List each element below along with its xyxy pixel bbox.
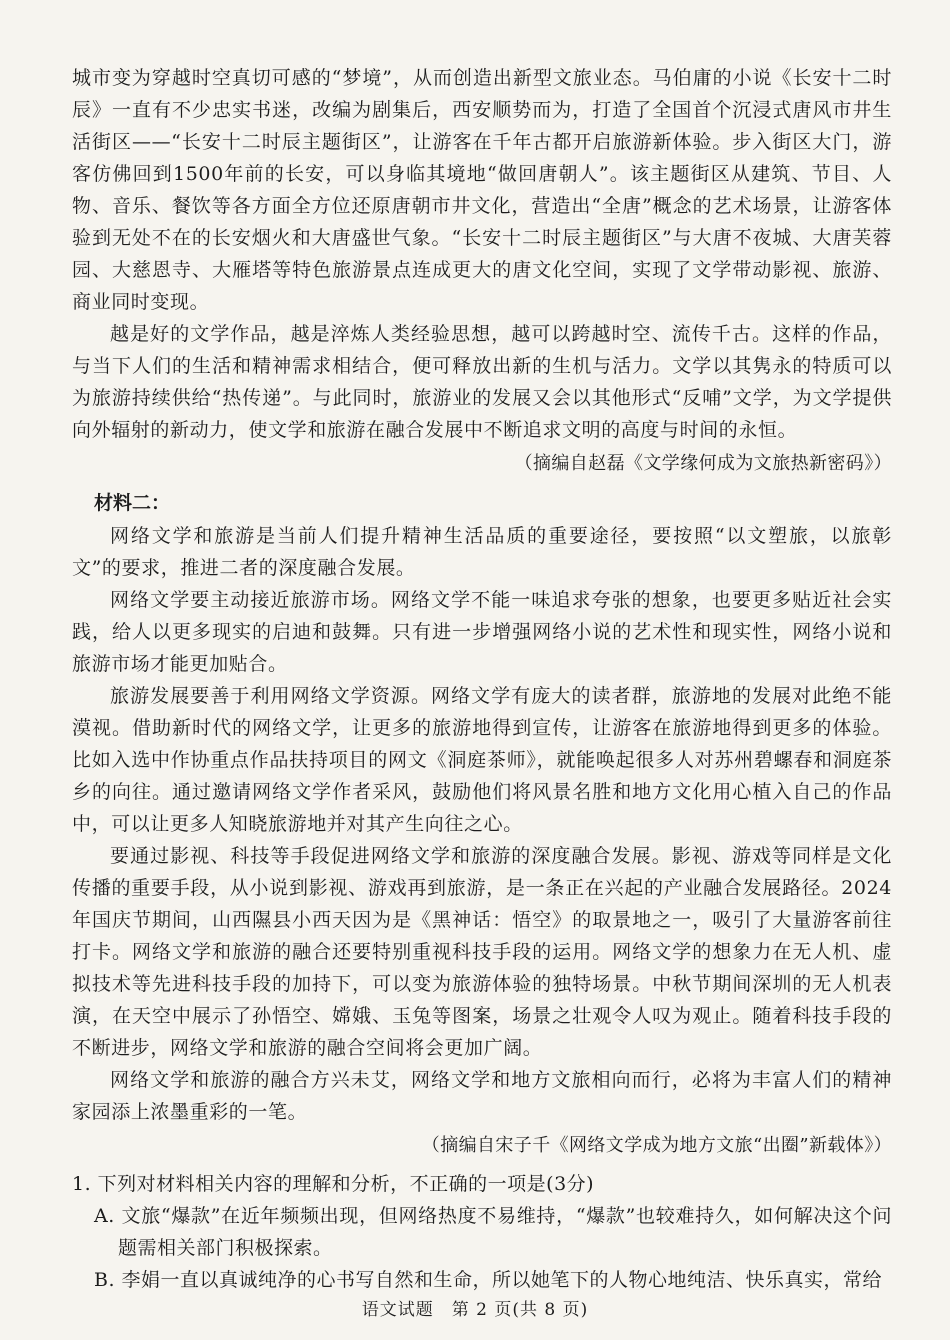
question-1-stem: 1. 下列对材料相关内容的理解和分析，不正确的一项是(3分) bbox=[72, 1173, 595, 1195]
material1-source: （摘编自赵磊《文学缘何成为文旅热新密码》） bbox=[514, 453, 892, 474]
material2-paragraph: 网络文学和旅游的融合方兴未艾，网络文学和地方文旅相向而行，必将为丰富人们的精神家园添上浓墨重彩的一笔。 bbox=[72, 1069, 892, 1123]
page-footer: 语文试题 第 2 页(共 8 页) bbox=[361, 1300, 589, 1320]
material1-paragraph-2: 越是好的文学作品，越是淬炼人类经验思想，越可以跨越时空、流传千古。这样的作品，与当下人们的生活和精神需求相结合，便可释放出新的生机与活力。文学以其隽永的特质可以为旅游持续供给“热传递”。与此同时，旅游业的发展又会以其他形式“反哺”文学，为文学提供向外辐射的新动力，使文学和旅游在融合发展中不断追求文明的高度与时间的永恒。 bbox=[72, 323, 892, 441]
material2-paragraph: 网络文学和旅游是当前人们提升精神生活品质的重要途径，要按照“以文塑旅，以旅彰文”的要求，推进二者的深度融合发展。 bbox=[72, 525, 892, 579]
material2-paragraph: 旅游发展要善于利用网络文学资源。网络文学有庞大的读者群，旅游地的发展对此绝不能漠视。借助新时代的网络文学，让更多的旅游地得到宣传，让游客在旅游地得到更多的体验。比如入选中作协重点作品扶持项目的网文《洞庭茶师》，就能唤起很多人对苏州碧螺春和洞庭茶乡的向往。通过邀请网络文学作者采风，鼓励他们将风景名胜和地方文化用心植入自己的作品中，可以让更多人知晓旅游地并对其产生向往之心。 bbox=[72, 685, 892, 835]
question-1-option-b: B. 李娟一直以真诚纯净的心书写自然和生命，所以她笔下的人物心地纯洁、快乐真实，常给 bbox=[94, 1269, 883, 1291]
material2-paragraph: 网络文学要主动接近旅游市场。网络文学不能一味追求夸张的想象，也要更多贴近社会实践，给人以更多现实的启迪和鼓舞。只有进一步增强网络小说的艺术性和现实性，网络小说和旅游市场才能更加贴合。 bbox=[72, 589, 892, 675]
material2-paragraph: 要通过影视、科技等手段促进网络文学和旅游的深度融合发展。影视、游戏等同样是文化传播的重要手段，从小说到影视、游戏再到旅游，是一条正在兴起的产业融合发展路径。2024年国庆节期间，山西隰县小西天因为是《黑神话：悟空》的取景地之一，吸引了大量游客前往打卡。网络文学和旅游的融合还要特别重视科技手段的运用。网络文学的想象力在无人机、虚拟技术等先进科技手段的加持下，可以变为旅游体验的独特场景。中秋节期间深圳的无人机表演，在天空中展示了孙悟空、嫦娥、玉兔等图案，场景之壮观令人叹为观止。随着科技手段的不断进步，网络文学和旅游的融合空间将会更加广阔。 bbox=[72, 845, 892, 1059]
material2-heading: 材料二： bbox=[94, 492, 171, 514]
question-1-option-a: A. 文旅“爆款”在近年频频出现，但网络热度不易维持，“爆款”也较难持久，如何解决这个问题需相关部门积极探索。 bbox=[94, 1205, 892, 1259]
material2-source: （摘编自宋子千《网络文学成为地方文旅“出圈”新载体》） bbox=[421, 1135, 892, 1156]
material1-paragraph-1: 城市变为穿越时空真切可感的“梦境”，从而创造出新型文旅业态。马伯庸的小说《长安十二时辰》一直有不少忠实书迷，改编为剧集后，西安顺势而为，打造了全国首个沉浸式唐风市井生活街区——“长安十二时辰主题街区”，让游客在千年古都开启旅游新体验。步入街区大门，游客仿佛回到1500年前的长安，可以身临其境地“做回唐朝人”。该主题街区从建筑、节目、人物、音乐、餐饮等各方面全方位还原唐朝市井文化，营造出“全唐”概念的艺术场景，让游客体验到无处不在的长安烟火和大唐盛世气象。“长安十二时辰主题街区”与大唐不夜城、大唐芙蓉园、大慈恩寺、大雁塔等特色旅游景点连成更大的唐文化空间，实现了文学带动影视、旅游、商业同时变现。 bbox=[72, 67, 892, 313]
